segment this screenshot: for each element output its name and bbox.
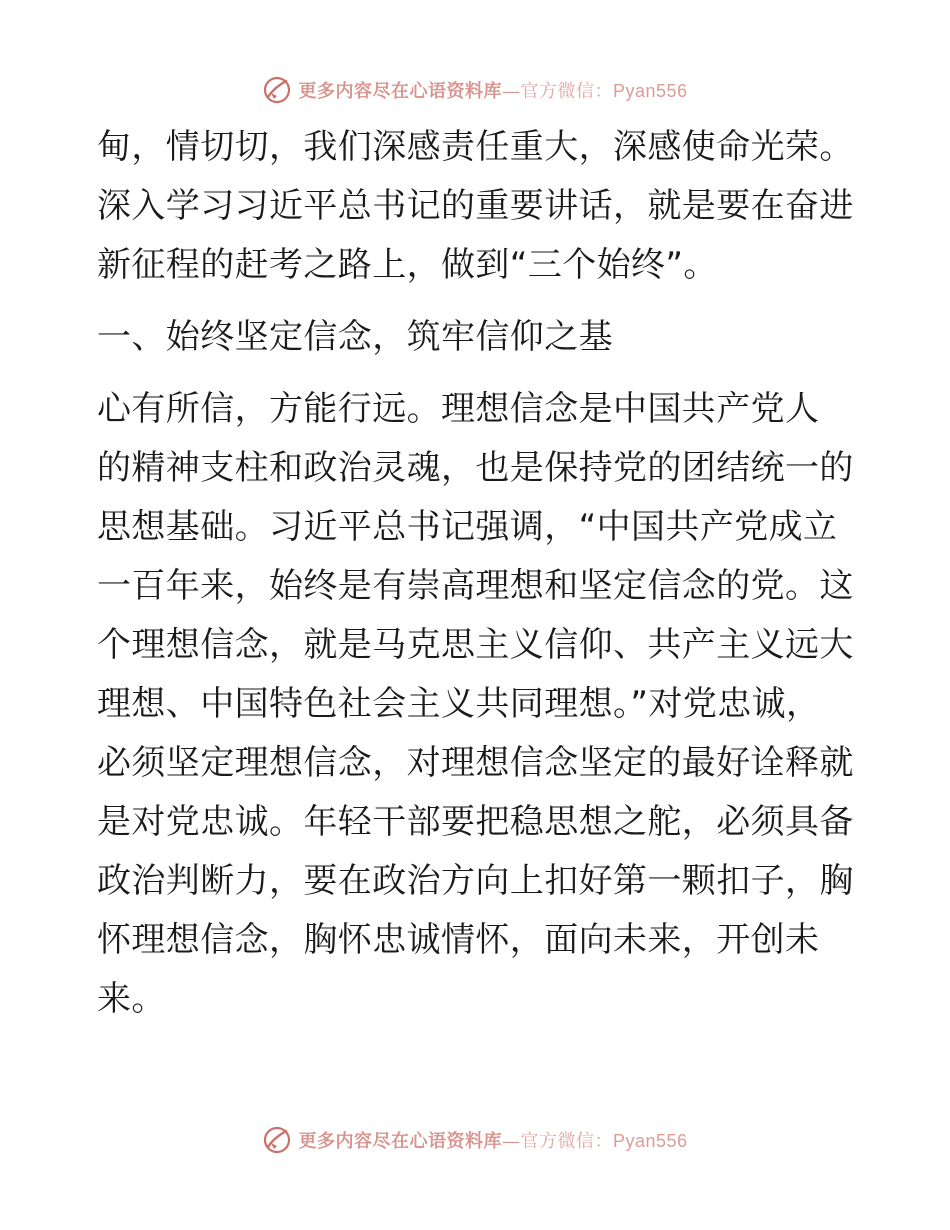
- text-line: 来。: [97, 979, 166, 1019]
- text-line: 心有所信，方能行远。理想信念是中国共产党人: [97, 389, 820, 429]
- section-heading: 一、始终坚定信念，筑牢信仰之基: [97, 317, 613, 357]
- text-line: 理想、中国特色社会主义共同理想。”对党忠诚，: [97, 684, 821, 724]
- text-line: 的精神支柱和政治灵魂，也是保持党的团结统一的: [97, 448, 854, 488]
- watermark-label: 官方微信：: [520, 81, 613, 102]
- watermark-id: Pyan556: [612, 81, 688, 101]
- text-line: 深入学习习近平总书记的重要讲话，就是要在奋进: [97, 186, 854, 226]
- text-line: 甸，情切切，我们深感责任重大，深感使命光荣。: [97, 127, 854, 167]
- text-line: 新征程的赶考之路上，做到“三个始终”。: [97, 245, 718, 285]
- watermark-separator: —: [501, 81, 521, 102]
- watermark-id: Pyan556: [612, 1131, 688, 1151]
- pen-logo-icon: [262, 1125, 292, 1155]
- footer-watermark: [0, 1122, 950, 1158]
- watermark-separator: —: [501, 1131, 521, 1152]
- watermark-text: [298, 1127, 687, 1153]
- text-line: 是对党忠诚。年轻干部要把稳思想之舵，必须具备: [97, 802, 854, 842]
- text-line: 思想基础。习近平总书记强调，“中国共产党成立: [97, 507, 838, 547]
- watermark-title: 更多内容尽在心语资料库: [298, 1131, 502, 1152]
- text-line: 个理想信念，就是马克思主义信仰、共产主义远大: [97, 625, 854, 665]
- document-body: [97, 118, 857, 1029]
- header-watermark: [0, 72, 950, 108]
- text-line: 怀理想信念，胸怀忠诚情怀，面向未来，开创未: [97, 920, 820, 960]
- pen-logo-icon: [262, 75, 292, 105]
- watermark-label: 官方微信：: [520, 1131, 613, 1152]
- text-line: 政治判断力，要在政治方向上扣好第一颗扣子，胸: [97, 861, 854, 901]
- watermark-title: 更多内容尽在心语资料库: [298, 81, 502, 102]
- text-line: 必须坚定理想信念，对理想信念坚定的最好诠释就: [97, 743, 854, 783]
- text-line: 一百年来，始终是有崇高理想和坚定信念的党。这: [97, 566, 854, 606]
- watermark-text: [298, 77, 687, 103]
